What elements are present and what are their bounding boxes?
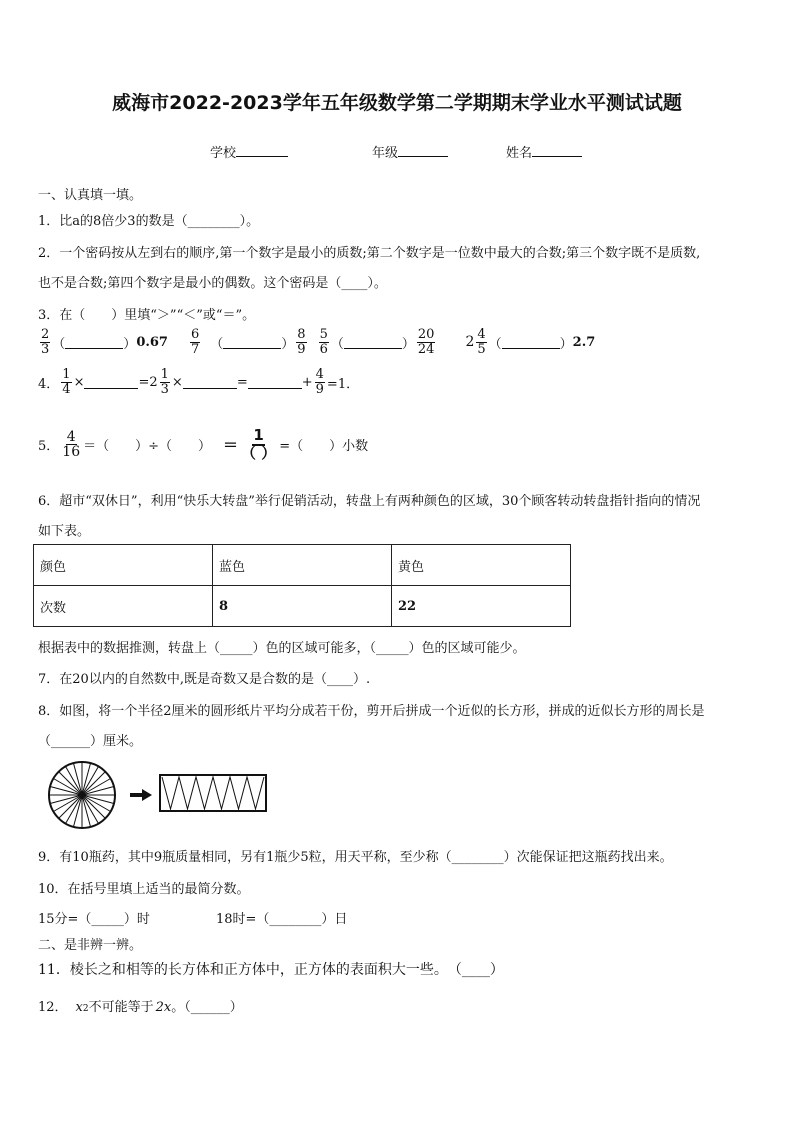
plus-sign: + xyxy=(301,374,313,390)
question-12 xyxy=(38,996,243,1015)
grade-blank[interactable] xyxy=(398,144,448,157)
times-sign: × xyxy=(171,374,183,390)
question-number: 5． xyxy=(38,439,60,455)
equals-text: =2 xyxy=(138,374,158,390)
value: 0.67 xyxy=(136,334,168,350)
question-6-line-2: 如下表。 xyxy=(38,524,91,539)
fraction: $\frac{6}{7}$ xyxy=(190,327,200,357)
variable-x: x xyxy=(75,1000,83,1015)
fraction: $\frac{5}{6}$ xyxy=(319,327,328,357)
question-4 xyxy=(38,368,359,396)
table-cell: 蓝色 xyxy=(213,545,392,586)
paren: ） xyxy=(123,336,137,352)
exponent: 2 xyxy=(82,1004,89,1014)
paren: （ xyxy=(210,336,224,352)
section-2-heading: 二、是非辨一辨。 xyxy=(38,938,143,953)
grade-field xyxy=(372,142,448,161)
times-sign: × xyxy=(73,374,85,390)
question-8-line-2: （______）厘米。 xyxy=(38,734,143,749)
question-3-items xyxy=(38,328,595,356)
fraction: $\frac{8}{9}$ xyxy=(297,327,306,357)
answer-blank[interactable] xyxy=(502,336,560,349)
approximate-rectangle-icon xyxy=(160,775,266,811)
paren: （ xyxy=(330,336,344,352)
question-6-line-1: 6．超市“双休日”，利用“快乐大转盘”举行促销活动，转盘上有两种颜色的区域，30个顾客转动转盘指针指向的情况 xyxy=(38,494,701,509)
question-8-line-1: 8．如图，将一个半径2厘米的圆形纸片平均分成若干份，剪开后拼成一个近似的长方形，拼成的近似长方形的周长是 xyxy=(38,704,705,719)
question-11: 11．棱长之和相等的长方体和正方体中，正方体的表面积大一些。 （____） xyxy=(38,962,504,978)
answer-blank[interactable] xyxy=(344,336,402,349)
name-label: 姓名 xyxy=(506,146,533,161)
question-2-line-2: 也不是合数;第四个数字是最小的偶数。这个密码是（____）。 xyxy=(38,276,387,291)
school-blank[interactable] xyxy=(236,144,288,157)
paren: （ xyxy=(488,336,502,352)
equals-sign: = xyxy=(236,374,248,390)
table-row xyxy=(34,586,571,627)
fraction: $\frac{4}{5}$ xyxy=(477,327,486,357)
table-header-row xyxy=(34,545,571,586)
question-3: 3．在（ ）里填“＞”“＜”或“＝”。 xyxy=(38,308,256,323)
page-title: 威海市2022-2023学年五年级数学第二学期期末学业水平测试试题 xyxy=(112,92,682,114)
mixed-whole: 2 xyxy=(465,334,475,351)
name-blank[interactable] xyxy=(532,144,582,157)
answer-paren: 。（______） xyxy=(171,1000,243,1015)
question-10-a: 15分=（_____）时 xyxy=(38,912,150,927)
question-number: 12． xyxy=(38,1000,68,1015)
fraction: $\frac{4}{16}$ xyxy=(62,428,81,461)
equals-sign: ＝ xyxy=(223,436,239,455)
paren: ） xyxy=(281,336,295,352)
school-field xyxy=(210,142,288,161)
answer-blank[interactable] xyxy=(84,376,138,389)
fraction: $\frac{1}{3}$ xyxy=(160,367,169,397)
question-2-line-1: 2．一个密码按从左到右的顺序,第一个数字是最小的质数;第二个数字是一位数中最大的合数;第三个数字既不是质数, xyxy=(38,246,701,261)
value: 2.7 xyxy=(572,334,596,350)
question-6-followup: 根据表中的数据推测，转盘上（_____）色的区域可能多，（_____）色的区域可能少。 xyxy=(38,641,526,656)
division-expression: ＝（ ）÷（ ） xyxy=(83,439,212,455)
fraction: $\frac{2}{3}$ xyxy=(41,327,50,357)
answer-blank[interactable] xyxy=(183,376,237,389)
school-label: 学校 xyxy=(210,146,237,161)
table-cell: 22 xyxy=(392,586,571,627)
question-text: 不可能等于 xyxy=(88,1000,154,1015)
decimal-expression: =（ ）小数 xyxy=(279,439,369,455)
table-cell: 颜色 xyxy=(34,545,213,586)
paren: （ xyxy=(52,336,66,352)
expression-2x: 2x xyxy=(155,1000,172,1015)
fraction: $\frac{1}{4}$ xyxy=(62,367,71,397)
circle-to-rectangle-figure xyxy=(44,758,274,832)
name-field xyxy=(506,142,582,161)
question-7: 7．在20以内的自然数中,既是奇数又是合数的是（____）. xyxy=(38,672,371,687)
question-5 xyxy=(38,428,368,462)
question-10-b: 18时=（________）日 xyxy=(216,912,348,927)
divided-circle-icon xyxy=(49,762,115,828)
table-cell: 8 xyxy=(213,586,392,627)
table-cell: 次数 xyxy=(34,586,213,627)
grade-label: 年级 xyxy=(372,146,399,161)
fraction: $\frac{20}{24}$ xyxy=(417,327,435,357)
question-number: 4． xyxy=(38,376,60,392)
table-cell: 黄色 xyxy=(392,545,571,586)
answer-blank[interactable] xyxy=(65,336,123,349)
question-1: 1．比a的8倍少3的数是（________）。 xyxy=(38,214,260,229)
answer-blank[interactable] xyxy=(223,336,281,349)
question-9: 9．有10瓶药，其中9瓶质量相同，另有1瓶少5粒，用天平称，至少称（________）次能保证把这瓶药找出来。 xyxy=(38,850,673,865)
arrow-icon xyxy=(130,789,152,801)
equals-one: =1． xyxy=(326,376,360,392)
paren: ） xyxy=(401,336,415,352)
data-table xyxy=(33,544,571,627)
fraction: $\frac{4}{9}$ xyxy=(315,367,324,397)
question-10: 10．在括号里填上适当的最简分数。 xyxy=(38,882,250,897)
fraction-blank: $\frac{1}{( )}$ xyxy=(241,426,277,462)
answer-blank[interactable] xyxy=(248,376,302,389)
section-1-heading: 一、认真填一填。 xyxy=(38,188,143,203)
paren: ） xyxy=(559,336,573,352)
